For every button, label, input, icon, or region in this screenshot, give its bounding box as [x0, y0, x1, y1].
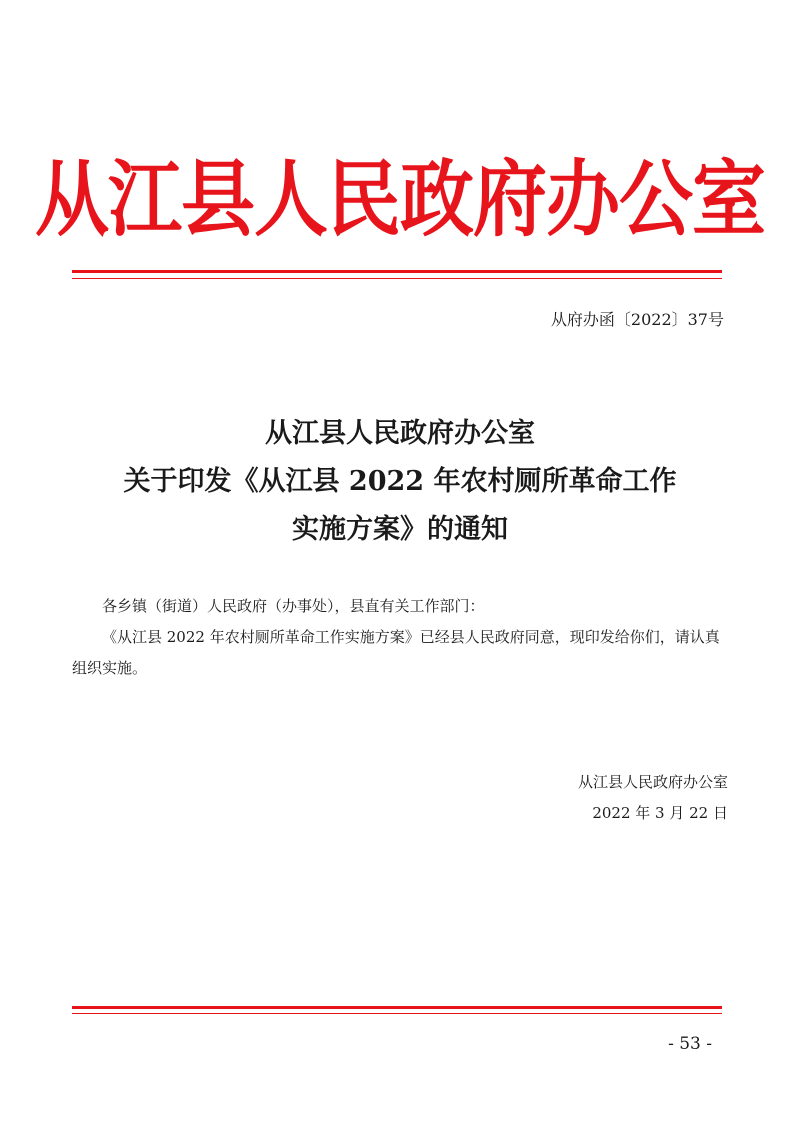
title-line-2: 关于印发《从江县 2022 年农村厕所革命工作: [123, 466, 677, 497]
masthead-rule-thick: [72, 270, 722, 273]
page-number: - 53 -: [668, 1034, 712, 1054]
document-number: 从府办函〔2022〕37号: [550, 310, 724, 329]
document-title: [0, 410, 800, 554]
footer-rule-thin: [72, 1013, 722, 1014]
signature-issuer: 从江县人民政府办公室: [577, 773, 728, 791]
title-line-3: 实施方案》的通知: [292, 514, 508, 545]
salutation: 各乡镇（街道）人民政府（办事处），县直有关工作部门：: [102, 597, 485, 615]
footer-rule-thick: [72, 1006, 722, 1009]
masthead-office-name: 从江县人民政府办公室: [35, 151, 765, 249]
title-line-1: 从江县人民政府办公室: [265, 418, 535, 449]
signature-date: 2022 年 3 月 22 日: [592, 804, 728, 822]
body-paragraph: 《从江县 2022 年农村厕所革命工作实施方案》已经县人民政府同意，现印发给你们，请认真组织实施。: [72, 628, 720, 677]
masthead-rule-thin: [72, 278, 722, 279]
